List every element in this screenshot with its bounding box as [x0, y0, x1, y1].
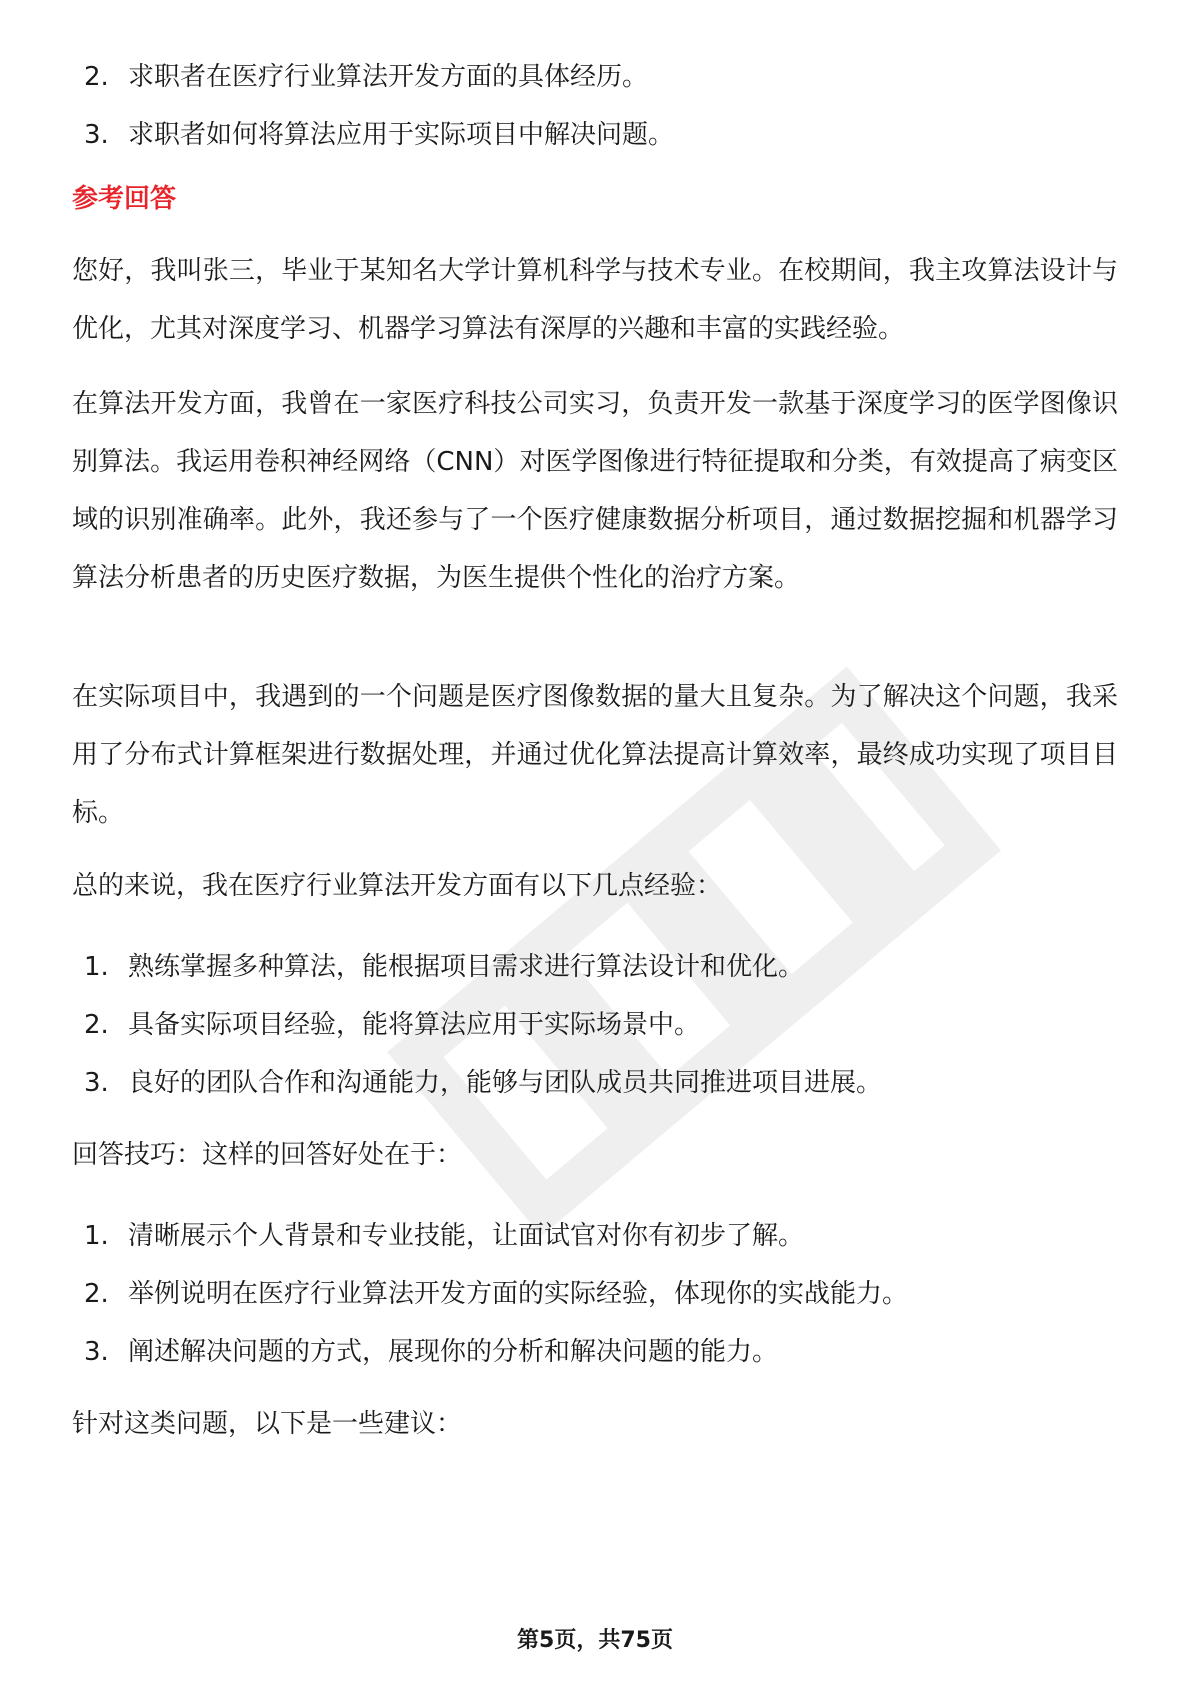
experience-list: [72, 948, 1118, 1122]
tips-intro: 回答技巧：这样的回答好处在于：: [72, 1140, 463, 1170]
list-item: 3. 阐述解决问题的方式，展现你的分析和解决问题的能力。: [84, 1337, 779, 1367]
list-item: 2. 具备实际项目经验，能将算法应用于实际场景中。: [84, 1010, 701, 1040]
tips-list: [72, 1217, 1118, 1391]
paragraph-intro: 您好，我叫张三，毕业于某知名大学计算机科学与技术专业。在校期间，我主攻算法设计与优化，尤其对深度学习、机器学习算法有深厚的兴趣和丰富的实践经验。: [72, 256, 1118, 344]
list-item: 2. 求职者在医疗行业算法开发方面的具体经历。: [84, 62, 649, 92]
answer-heading: 参考回答: [72, 184, 177, 214]
suggest-intro: 针对这类问题，以下是一些建议：: [72, 1409, 463, 1439]
paragraph-project: 在实际项目中，我遇到的一个问题是医疗图像数据的量大且复杂。为了解决这个问题，我采用了分布式计算框架进行数据处理，并通过优化算法提高计算效率，最终成功实现了项目目标。: [72, 682, 1118, 828]
list-item: 2. 举例说明在医疗行业算法开发方面的实际经验，体现你的实战能力。: [84, 1279, 909, 1309]
list-item: 3. 良好的团队合作和沟通能力，能够与团队成员共同推进项目进展。: [84, 1068, 883, 1098]
intro-list: [72, 58, 1118, 174]
list-item: 3. 求职者如何将算法应用于实际项目中解决问题。: [84, 120, 675, 150]
list-item: 1. 清晰展示个人背景和专业技能，让面试官对你有初步了解。: [84, 1221, 805, 1251]
list-item: 1. 熟练掌握多种算法，能根据项目需求进行算法设计和优化。: [84, 952, 805, 982]
paragraph-experience: 在算法开发方面，我曾在一家医疗科技公司实习，负责开发一款基于深度学习的医学图像识别算法。我运用卷积神经网络（CNN）对医学图像进行特征提取和分类，有效提高了病变区域的识别准确率。此外，我还参与了一个医疗健康数据分析项目，通过数据挖掘和机器学习算法分析患者的历史医疗数据，为医生提供个性化的治疗方案。: [72, 389, 1118, 593]
paragraph-summary: 总的来说，我在医疗行业算法开发方面有以下几点经验：: [72, 871, 723, 901]
page-footer: 第5页，共75页: [517, 1628, 673, 1653]
